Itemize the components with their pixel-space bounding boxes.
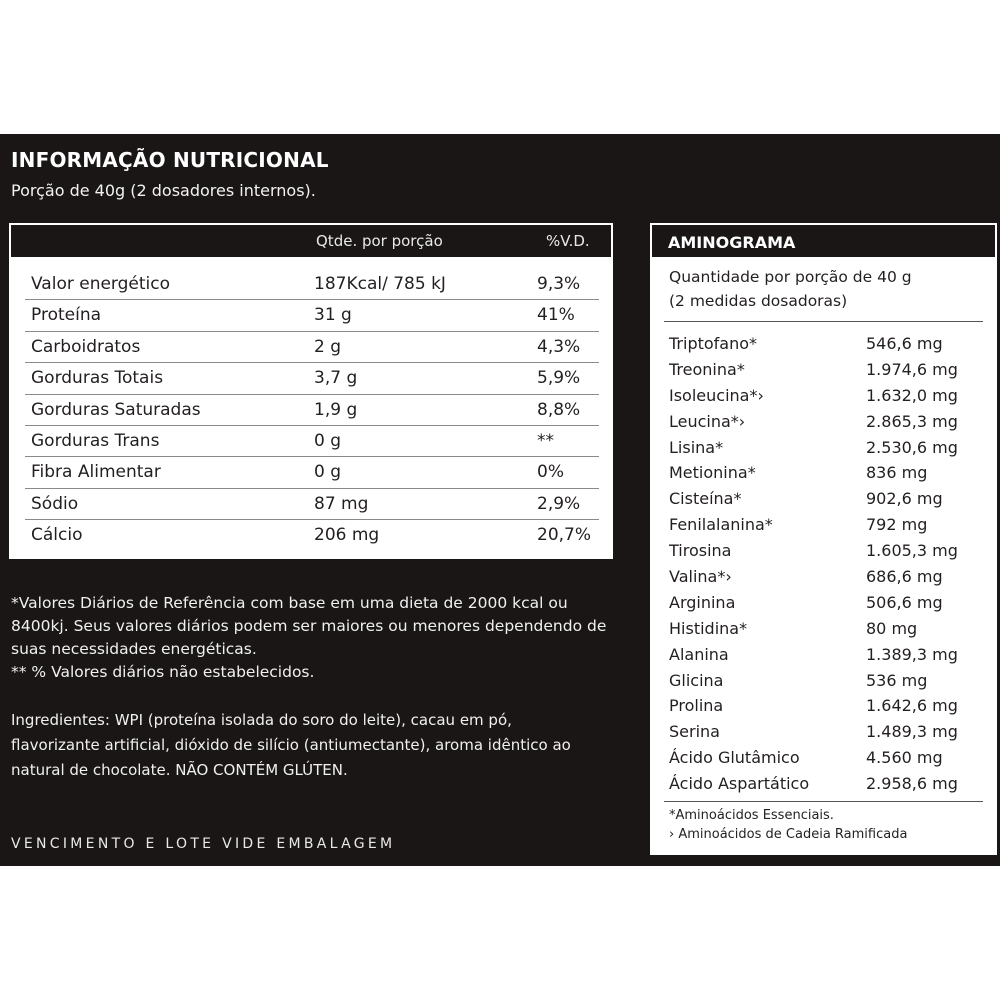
list-item (650, 746, 997, 772)
table-row (9, 300, 613, 331)
aminogram-table (650, 223, 997, 855)
list-item (650, 461, 997, 487)
amino-name: Glicina (669, 670, 724, 690)
note-bcaa: › Aminoácidos de Cadeia Ramificada (669, 827, 908, 842)
list-item (650, 643, 997, 669)
aminogram-title: AMINOGRAMA (668, 233, 796, 252)
table-row (9, 489, 613, 520)
amino-name: Triptofano* (669, 334, 758, 353)
aminogram-header (650, 223, 997, 259)
amino-name: Prolina (669, 696, 724, 716)
amino-name: Treonina* (669, 359, 745, 379)
nutrition-table (9, 223, 613, 559)
aminogram-divider-top (664, 321, 983, 322)
row-name: Carboidratos (31, 336, 141, 357)
nutrition-rows (9, 269, 613, 552)
list-item (650, 358, 997, 384)
amino-value: 506,6 mg (866, 592, 943, 612)
aminogram-divider-bottom (664, 801, 983, 802)
header-qty: Qtde. por porção (316, 232, 443, 250)
row-dv: 8,8% (537, 399, 581, 420)
amino-value: 4.560 mg (866, 748, 943, 768)
list-item (650, 617, 997, 643)
amino-value: 80 mg (866, 618, 918, 638)
row-qty: 0 g (314, 430, 342, 451)
amino-value: 2.865,3 mg (866, 411, 958, 431)
row-qty: 187Kcal/ 785 kJ (314, 274, 446, 294)
row-qty: 31 g (314, 305, 352, 326)
amino-name: Ácido Aspartático (669, 774, 810, 794)
amino-value: 1.389,3 mg (866, 644, 958, 664)
row-qty: 87 mg (314, 493, 369, 514)
table-row (9, 395, 613, 426)
amino-value: 2.958,6 mg (866, 774, 958, 794)
footnote-reference: *Valores Diários de Referência com base em uma dieta de 2000 kcal ou 8400kj. Seus valores diários podem ser maiores ou menores dependendo de suas necessidades energéticas. (11, 594, 607, 658)
serving-size: Porção de 40g (2 dosadores internos). (11, 181, 316, 200)
table-row (9, 426, 613, 457)
amino-name: Serina (669, 722, 720, 742)
nutrition-table-header (9, 223, 613, 259)
row-dv: 9,3% (537, 274, 581, 294)
row-dv: 4,3% (537, 336, 581, 357)
amino-name: Tirosina (669, 541, 732, 561)
aminogram-rows (650, 332, 997, 798)
amino-value: 536 mg (866, 670, 928, 690)
aminogram-notes (669, 806, 907, 844)
list-item (650, 487, 997, 513)
amino-name: Fenilalanina* (669, 515, 773, 535)
list-item (650, 772, 997, 798)
amino-name: Valina*› (669, 567, 732, 587)
row-name: Gorduras Totais (31, 368, 164, 389)
list-item (650, 591, 997, 617)
table-row (9, 363, 613, 394)
list-item (650, 513, 997, 539)
table-row (9, 332, 613, 363)
footnote-not-established: ** % Valores diários não estabelecidos. (11, 663, 315, 681)
amino-value: 1.642,6 mg (866, 696, 958, 716)
amino-name: Metionina* (669, 463, 756, 483)
table-row (9, 269, 613, 300)
amino-name: Leucina*› (669, 411, 746, 431)
table-row (9, 520, 613, 551)
list-item (650, 436, 997, 462)
table-row (9, 457, 613, 488)
amino-name: Histidina* (669, 618, 748, 638)
row-dv: 5,9% (537, 368, 581, 389)
aminogram-serving-line2: (2 medidas dosadoras) (669, 292, 848, 310)
amino-name: Cisteína* (669, 489, 742, 509)
row-dv: 0% (537, 462, 564, 483)
list-item (650, 720, 997, 746)
amino-value: 1.489,3 mg (866, 722, 958, 742)
row-name: Cálcio (31, 525, 83, 546)
amino-name: Isoleucina*› (669, 385, 764, 405)
list-item (650, 384, 997, 410)
row-dv: 20,7% (537, 525, 592, 546)
row-dv: 41% (537, 305, 575, 326)
nutrition-title: INFORMAÇÃO NUTRICIONAL (11, 148, 329, 172)
list-item (650, 410, 997, 436)
row-name: Fibra Alimentar (31, 462, 161, 483)
amino-value: 836 mg (866, 463, 928, 483)
expiry-lot-note: VENCIMENTO E LOTE VIDE EMBALAGEM (11, 836, 396, 852)
row-qty: 3,7 g (314, 368, 358, 389)
amino-name: Lisina* (669, 437, 724, 457)
row-qty: 206 mg (314, 525, 380, 546)
row-name: Gorduras Trans (31, 430, 160, 451)
row-qty: 2 g (314, 336, 342, 357)
nutrition-label-panel (0, 134, 1000, 866)
row-name: Valor energético (31, 274, 171, 294)
amino-value: 792 mg (866, 515, 928, 535)
list-item (650, 332, 997, 358)
list-item (650, 565, 997, 591)
aminogram-serving (669, 265, 912, 313)
row-qty: 1,9 g (314, 399, 358, 420)
amino-name: Arginina (669, 592, 736, 612)
note-essential: *Aminoácidos Essenciais. (669, 808, 834, 823)
amino-name: Alanina (669, 644, 729, 664)
amino-value: 546,6 mg (866, 334, 943, 353)
row-dv: ** (537, 430, 554, 451)
row-name: Proteína (31, 305, 102, 326)
amino-value: 1.605,3 mg (866, 541, 958, 561)
row-qty: 0 g (314, 462, 342, 483)
list-item (650, 669, 997, 695)
aminogram-serving-line1: Quantidade por porção de 40 g (669, 268, 912, 286)
amino-value: 1.632,0 mg (866, 385, 958, 405)
amino-name: Ácido Glutâmico (669, 748, 800, 768)
list-item (650, 694, 997, 720)
header-dv: %V.D. (546, 232, 590, 250)
row-name: Gorduras Saturadas (31, 399, 201, 420)
amino-value: 686,6 mg (866, 567, 943, 587)
row-name: Sódio (31, 493, 79, 514)
row-dv: 2,9% (537, 493, 581, 514)
amino-value: 902,6 mg (866, 489, 943, 509)
list-item (650, 539, 997, 565)
amino-value: 2.530,6 mg (866, 437, 958, 457)
daily-values-footnote (11, 592, 611, 684)
amino-value: 1.974,6 mg (866, 359, 958, 379)
ingredients-text: Ingredientes: WPI (proteína isolada do soro do leite), cacau em pó, flavorizante artificial, dióxido de silício (antiumectante), aroma idêntico ao natural de chocolate. NÃO CONTÉM GLÚTEN. (11, 711, 571, 779)
